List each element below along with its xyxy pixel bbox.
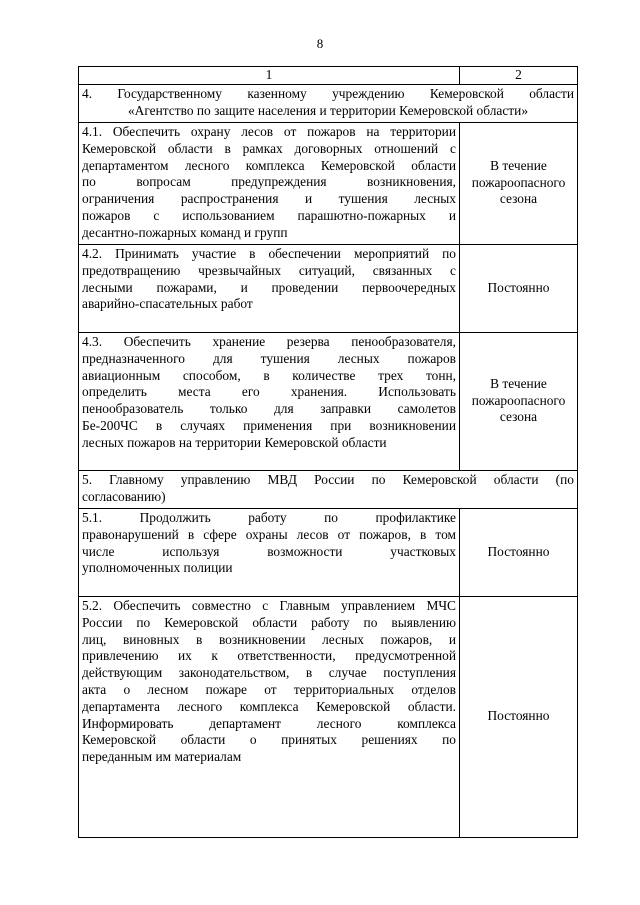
text-line: России по Кемеровской области работу по выявлению: [82, 614, 456, 630]
text-line: пожаров с использованием парашютно-пожарных и: [82, 207, 456, 223]
text-line: лесными пожарами, и проведении первоочередных: [82, 279, 456, 295]
table-header-row: [79, 67, 578, 85]
section-title: [79, 85, 578, 123]
table-row: [79, 333, 578, 471]
text-line: 5.1. Продолжить работу по профилактике: [82, 510, 456, 525]
measures-table: [78, 66, 578, 838]
term-line: В течение: [490, 157, 547, 173]
section-title: [79, 471, 578, 509]
measure-text: [79, 333, 460, 471]
measure-text: [79, 597, 460, 838]
term-cell: [460, 333, 578, 471]
measure-text: [79, 123, 460, 245]
term-line: пожароопасного: [471, 174, 566, 190]
term-cell: [460, 597, 578, 838]
measure-text: [79, 245, 460, 333]
term-line: Постоянно: [487, 543, 550, 559]
term-cell: [460, 123, 578, 245]
term-line: сезона: [499, 191, 538, 207]
text-line: аварийно-спасательных работ: [82, 296, 253, 312]
measure-text: [79, 509, 460, 597]
text-line: департамента лесного комплекса Кемеровской области.: [82, 698, 456, 714]
term-line: В течение: [490, 375, 547, 391]
text-line: числе используя возможности участковых: [82, 543, 456, 559]
section-title-line: 4. Государственному казенному учреждению Кемеровской области: [82, 86, 574, 101]
term-line: пожароопасного: [471, 392, 566, 408]
text-line: уполномоченных полиции: [82, 560, 233, 576]
text-line: департаментом лесного комплекса Кемеровской области: [82, 157, 456, 173]
text-line: акта о лесном пожаре от территориальных отделов: [82, 681, 456, 697]
text-line: определить места его хранения. Использовать: [82, 384, 456, 400]
text-line: действующим законодательством, в случае поступления: [82, 665, 456, 681]
section-title-line: 5. Главному управлению МВД России по Кемеровской области (по: [82, 472, 574, 487]
text-line: авиационным способом, в количестве трех тонн,: [82, 367, 456, 383]
text-line: Информировать департамент лесного комплекса: [82, 715, 456, 731]
term-line: Постоянно: [487, 279, 550, 295]
text-line: ограничения распространения и тушения лесных: [82, 191, 456, 207]
text-line: 4.1. Обеспечить охрану лесов от пожаров на территории: [82, 124, 456, 139]
column-header-2: 2: [460, 67, 578, 85]
text-line: правонарушений в сфере охраны лесов от пожаров, в том: [82, 526, 456, 542]
table-row: [79, 245, 578, 333]
table-row: [79, 509, 578, 597]
term-line: Постоянно: [487, 708, 550, 724]
text-line: 4.2. Принимать участие в обеспечении мероприятий по: [82, 246, 456, 261]
text-line: привлечению их к ответственности, предусмотренной: [82, 648, 456, 664]
page-number: 8: [316, 36, 324, 51]
section-title-line: «Агентство по защите населения и территории Кемеровской области»: [127, 102, 529, 118]
text-line: десантно-пожарных команд и групп: [82, 224, 288, 240]
text-line: 5.2. Обеспечить совместно с Главным управлением МЧС: [82, 598, 456, 613]
term-line: сезона: [499, 409, 538, 425]
text-line: пенообразователь только для заправки самолетов: [82, 401, 456, 417]
text-line: Кемеровской области о принятых решениях по: [82, 732, 456, 748]
table-row: [79, 123, 578, 245]
text-line: лесных пожаров на территории Кемеровской области: [82, 434, 387, 450]
column-header-1: 1: [79, 67, 460, 85]
text-line: Бе-200ЧС в случаях применения при возникновении: [82, 417, 456, 433]
text-line: лиц, виновных в возникновении лесных пожаров, и: [82, 631, 456, 647]
table-row: [79, 597, 578, 838]
text-line: по вопросам предупреждения возникновения,: [82, 174, 456, 190]
section-row: [79, 471, 578, 509]
text-line: Кемеровской области в рамках договорных отношений с: [82, 140, 456, 156]
section-title-line: согласованию): [82, 488, 166, 504]
text-line: предотвращению чрезвычайных ситуаций, связанных с: [82, 262, 456, 278]
text-line: предназначенного для тушения лесных пожаров: [82, 350, 456, 366]
term-cell: [460, 245, 578, 333]
section-row: [79, 85, 578, 123]
text-line: 4.3. Обеспечить хранение резерва пенообразователя,: [82, 334, 456, 349]
term-cell: [460, 509, 578, 597]
text-line: переданным им материалам: [82, 749, 242, 765]
